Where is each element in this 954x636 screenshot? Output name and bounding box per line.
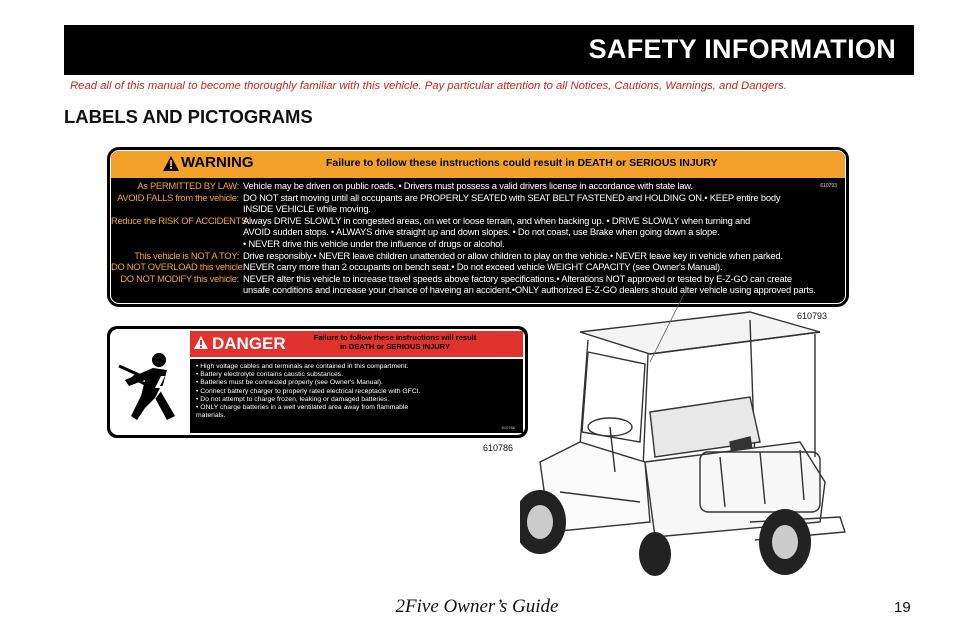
warning-title: WARNING bbox=[181, 154, 254, 171]
warning-row: DO NOT MODIFY this vehicle: NEVER alter this vehicle to increase travel speeds above factory specifications.• Alterations NOT approved or tested by E-Z-GO can create bbox=[120, 272, 792, 284]
danger-body bbox=[190, 359, 523, 433]
danger-line: materials. bbox=[196, 412, 226, 420]
danger-line: • Do not attempt to charge frozen, leaking or damaged batteries. bbox=[196, 395, 390, 403]
danger-line: • ONLY charge batteries in a well ventilated area away from flammable bbox=[196, 404, 409, 412]
danger-small-code: 610786 bbox=[501, 425, 515, 430]
danger-line: • Connect battery charger to properly rated electrical receptacle with GFCI. bbox=[196, 387, 421, 395]
section-title: LABELS AND PICTOGRAMS bbox=[64, 106, 313, 127]
warning-row: This vehicle is NOT A TOY: Drive responsibly.• NEVER leave children unattended or allow children to play on the vehicle.• NEVER leave key in vehicle when parked. bbox=[134, 249, 783, 261]
danger-header-bar bbox=[190, 331, 523, 357]
danger-subtitle: Failure to follow these instructions will result in DEATH or SERIOUS INJURY bbox=[313, 333, 477, 351]
warning-row: DO NOT OVERLOAD this vehicle: NEVER carry more than 2 occupants on bench seat.• Do not exceed vehicle WEIGHT CAPACITY (see Owner's Manual). bbox=[111, 261, 723, 273]
danger-line: • High voltage cables and terminals are contained in this compartment. bbox=[196, 363, 409, 370]
electric-shock-icon bbox=[115, 346, 185, 426]
warning-row: • NEVER drive this vehicle under the influence of drugs or alcohol. bbox=[243, 238, 505, 249]
warning-row: AVOID FALLS from the vehicle: DO NOT start moving until all occupants are PROPERLY SEATED with SEAT BELT FASTENED and HOLDING ON.• KEEP entire body bbox=[117, 191, 781, 203]
warning-rows bbox=[111, 181, 845, 297]
warning-header-bar bbox=[111, 151, 845, 178]
warning-triangle-icon bbox=[163, 156, 179, 171]
warning-label-code: 610793 bbox=[797, 311, 828, 321]
footer-guide-title: 2Five Owner’s Guide bbox=[395, 596, 559, 617]
golf-cart-illustration bbox=[520, 292, 850, 582]
warning-row: Reduce the RISK OF ACCIDENTS: Always DRIVE SLOWLY in congested areas, on wet or loose terrain, and when backing up. • DRIVE SLOWLY when turning and bbox=[111, 214, 751, 226]
warning-row: INSIDE VEHICLE while moving. bbox=[243, 204, 371, 215]
danger-triangle-icon bbox=[194, 336, 208, 349]
warning-row: As PERMITTED BY LAW: Vehicle may be driven on public roads. • Drivers must possess a valid drivers license in accordance with state law. bbox=[137, 180, 693, 191]
danger-line: • Battery electrolyte contains caustic substances. bbox=[196, 371, 344, 379]
page-title: SAFETY INFORMATION bbox=[588, 34, 896, 64]
warning-subtitle: Failure to follow these instructions could result in DEATH or SERIOUS INJURY bbox=[326, 157, 718, 169]
warning-row: unsafe conditions and increase your chance of haveing an accident.•ONLY authorized E-Z-GO dealers should alter vehicle using approved parts. bbox=[243, 285, 816, 296]
warning-label bbox=[107, 147, 849, 307]
danger-label bbox=[107, 326, 528, 438]
warning-row: AVOID sudden stops. • ALWAYS drive straight up and down slopes. • Do not coast, use Brake when going down a slope. bbox=[243, 227, 720, 238]
danger-label-code: 610786 bbox=[483, 443, 514, 453]
danger-line: • Batteries must be connected properly (see Owner's Manual). bbox=[196, 379, 383, 387]
header-bar bbox=[64, 25, 914, 75]
intro-text: Read all of this manual to become thoroughly familiar with this vehicle. Pay particular attention to all Notices, Cautions, Warnings, and Dangers. bbox=[70, 80, 787, 92]
warning-small-code: 610793 bbox=[820, 183, 837, 189]
page-number: 19 bbox=[894, 599, 911, 616]
danger-title: DANGER bbox=[212, 334, 286, 353]
